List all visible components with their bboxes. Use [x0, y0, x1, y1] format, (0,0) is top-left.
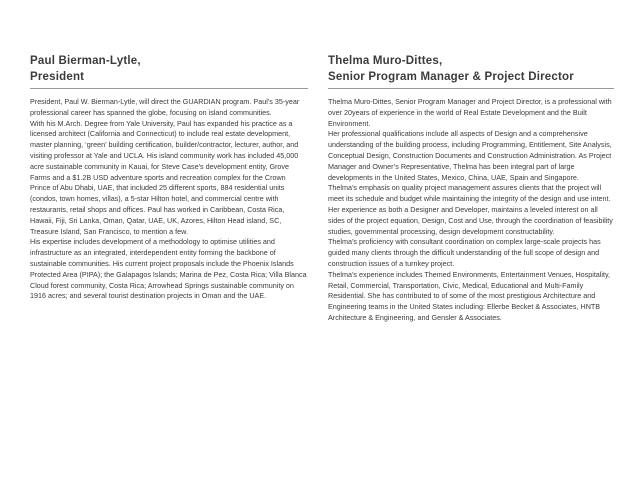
bio-paragraph: With his M.Arch. Degree from Yale University, Paul has expanded his practice as a licensed architect (California and Connecticut) to include real estate development, master planning, ‘green’ building certification, builder/contractor, lecturer, author, and visiting professor at Yale and UCLA. His island community work has included 45,000 acre sustainable community in Kauai, for Steve Case’s development entity, Grove Farms and a $1.2B USD adventure sports and recreation complex for the Crown Prince of Abu Dhabi, UAE, that included 25 different sports, 884 residential units (condos, town homes, villas), a 5-star Hilton hotel, and commercial centre with restaurants, retail shops and offices. Paul has worked in Caribbean, Costa Rica, Hawaii, Fiji, Sri Lanka, Oman, Qatar, UAE, UK, Azores, Hilton Head island, SC, Treasure Island, San Francisco, to mention a few. — [30, 118, 299, 236]
bio-paragraph: Thelma’s proficiency with consultant coordination on complex large-scale projects has guided many clients through the difficult understanding of the full scope of design and construction issues of a turnkey project. — [328, 237, 601, 268]
person-name: Paul Bierman-Lytle, — [30, 55, 141, 67]
bio-paragraph: President, Paul W. Bierman-Lytle, will direct the GUARDIAN program. Paul’s 35-year professional career has spanned the globe, focusing on island communities. — [30, 97, 300, 117]
bio-paragraph: Thelma’s experience includes Themed Environments, Entertainment Venues, Hospitality, Retail, Commercial, Transportation, Civic, Medical, Educational and Multi-Family Residential. She has contributed to of some of the most prestigious Architecture and Engineering teams in the United States including: Ellerbe Becket & Associates, HNTB Architecture & Engineering, and Gensler & Associates. — [328, 269, 611, 322]
bio-paragraph: Thelma’s emphasis on quality project management assures clients that the project will meet its schedule and budget while maintaining the integrity of the design and use intent. Her experience as both a Designer and Developer, maintains a leveled interest on all sides of the project equation, Design, Cost and Use, through the coordination of feasibility studies, governmental processing, design development constructability. — [328, 183, 613, 236]
bio-body-left — [30, 97, 308, 302]
bio-paragraph: Thelma Muro-Dittes, Senior Program Manager and Project Director, is a professional with over 20years of experience in the world of Real Estate Development and the Built Environment. — [328, 97, 612, 128]
divider-rule — [30, 88, 308, 89]
bio-body-right — [328, 97, 614, 324]
bio-header-right — [328, 53, 614, 85]
person-role: Senior Program Manager & Project Director — [328, 71, 574, 83]
person-role: President — [30, 71, 85, 83]
bio-header-left — [30, 53, 308, 85]
bio-paragraph: Her professional qualifications include all aspects of Design and a comprehensive understanding of the building process, including Programming, Entitlement, Site Analysis, Conceptual Design, Construction Documents and Construction Administration. As Project Manager and Owner’s Representative, Thelma has been integral part of large developments in the United States, Mexico, China, UAE, Spain and Singapore. — [328, 129, 612, 182]
divider-rule — [328, 88, 614, 89]
bio-paragraph: His expertise includes development of a methodology to optimise utilities and infrastructure as an integrated, interdependent entity forming the backbone of sustainable communities. His current project proposals include the Phoenix Islands Protected Area (PIPA); the Galapagos Islands; Marina de Pez, Costa Rica; Villa Blanca Cloud forest community, Costa Rica; Arrowhead Springs sustainable community on 1916 acres; and several tourist destination projects in Oman and the UAE. — [30, 237, 307, 301]
person-name: Thelma Muro-Dittes, — [328, 55, 443, 67]
